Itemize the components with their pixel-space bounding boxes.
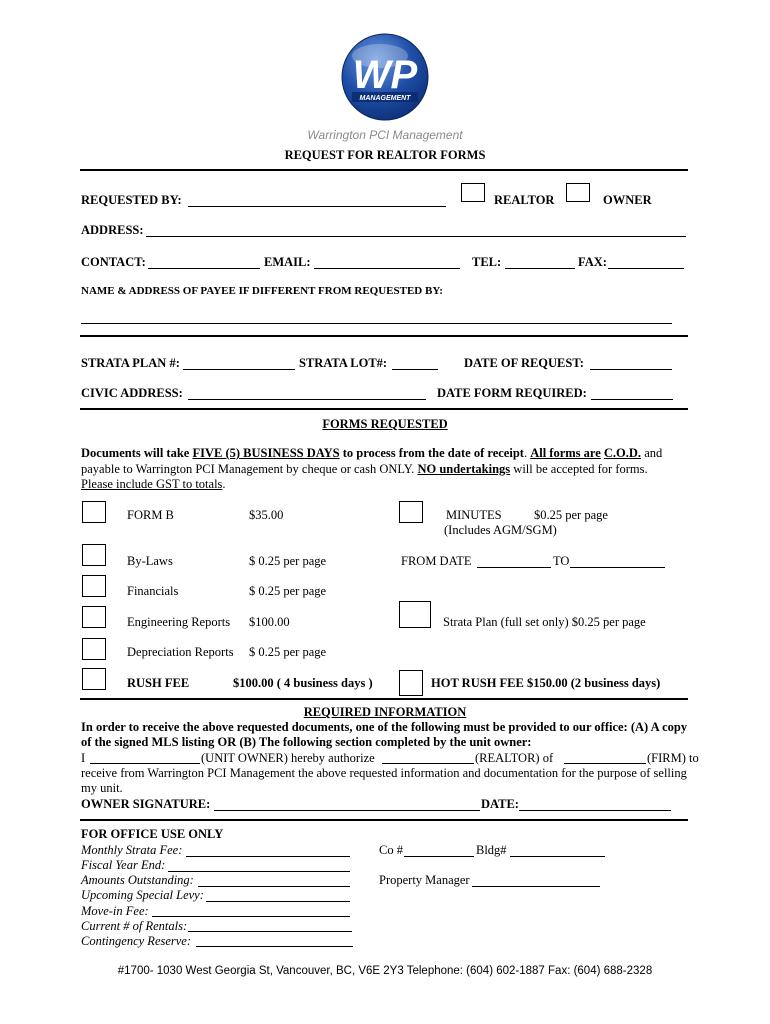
requested-by-field[interactable] xyxy=(188,206,446,207)
minutes-label: MINUTES xyxy=(446,508,502,522)
form-title: REQUEST FOR REALTOR FORMS xyxy=(284,148,486,162)
footer-contact: #1700- 1030 West Georgia St, Vancouver, BC, V6E 2Y3 Telephone: (604) 602-1887 Fax: (604) 688-2328 xyxy=(117,965,653,977)
co-field[interactable] xyxy=(404,856,474,857)
fax-field[interactable] xyxy=(608,268,684,269)
company-name: Warrington PCI Management xyxy=(307,128,463,142)
office-field-label: Upcoming Special Levy: xyxy=(81,888,204,902)
from-date-field[interactable] xyxy=(477,567,551,568)
from-date-label: FROM DATE xyxy=(401,554,472,568)
section-rule-4 xyxy=(80,819,688,821)
auth-unit-owner: (UNIT OWNER) hereby authorize xyxy=(201,751,375,765)
bylaws-price: $ 0.25 per page xyxy=(249,554,327,568)
date-form-required-field[interactable] xyxy=(591,399,673,400)
realtor-checkbox[interactable] xyxy=(461,183,485,202)
email-field[interactable] xyxy=(314,268,460,269)
contact-label: CONTACT: xyxy=(81,255,146,269)
office-field-label: Contingency Reserve: xyxy=(81,934,192,948)
to-label: TO xyxy=(553,554,570,568)
property-manager-label: Property Manager xyxy=(379,873,470,887)
date-of-request-label: DATE OF REQUEST: xyxy=(464,356,584,370)
auth-realtor: (REALTOR) of xyxy=(475,751,554,765)
bylaws-checkbox[interactable] xyxy=(82,544,106,566)
property-manager-field[interactable] xyxy=(472,886,600,887)
office-field-label: Current # of Rentals: xyxy=(81,919,188,933)
financials-price: $ 0.25 per page xyxy=(249,584,327,598)
logo-letters: WP xyxy=(352,53,418,97)
form-b-price: $35.00 xyxy=(249,508,284,522)
realtor-label: REALTOR xyxy=(494,193,555,207)
strata-plan-option-label: Strata Plan (full set only) $0.25 per page xyxy=(443,615,646,629)
engineering-price: $100.00 xyxy=(249,615,290,629)
section-rule-3 xyxy=(80,698,688,700)
firm-field[interactable] xyxy=(564,763,646,764)
auth-firm: (FIRM) to xyxy=(647,751,699,765)
engineering-checkbox[interactable] xyxy=(82,606,106,628)
depreciation-price: $ 0.25 per page xyxy=(249,645,327,659)
form-b-checkbox[interactable] xyxy=(82,501,106,523)
contingency-reserve-field[interactable] xyxy=(196,946,353,947)
financials-label: Financials xyxy=(127,584,179,598)
section-rule-2 xyxy=(80,408,688,410)
depreciation-checkbox[interactable] xyxy=(82,638,106,660)
fax-label: FAX: xyxy=(578,255,607,269)
email-label: EMAIL: xyxy=(264,255,311,269)
engineering-label: Engineering Reports xyxy=(127,615,231,629)
office-field-label: Move-in Fee: xyxy=(81,904,149,918)
bldg-field[interactable] xyxy=(510,856,605,857)
rush-fee-price: $100.00 ( 4 business days ) xyxy=(233,676,373,690)
unit-owner-field[interactable] xyxy=(90,763,200,764)
financials-checkbox[interactable] xyxy=(82,575,106,597)
section-rule-1 xyxy=(80,335,688,337)
title-rule xyxy=(80,169,688,171)
required-info-heading: REQUIRED INFORMATION xyxy=(303,705,467,719)
realtor-name-field[interactable] xyxy=(382,763,474,764)
date-of-request-field[interactable] xyxy=(590,369,672,370)
co-label: Co # xyxy=(379,843,403,857)
auth-rest: receive from Warrington PCI Management the above requested information and documentation for the purpose of selling my unit. xyxy=(81,766,687,795)
to-date-field[interactable] xyxy=(570,567,665,568)
office-field-label: Amounts Outstanding: xyxy=(81,873,194,887)
rentals-field[interactable] xyxy=(188,931,352,932)
civic-address-field[interactable] xyxy=(188,399,426,400)
forms-requested-heading: FORMS REQUESTED xyxy=(322,417,448,431)
bylaws-label: By-Laws xyxy=(127,554,173,568)
tel-field[interactable] xyxy=(505,268,575,269)
form-b-label: FORM B xyxy=(127,508,174,522)
rush-fee-label: RUSH FEE xyxy=(127,676,190,690)
amounts-outstanding-field[interactable] xyxy=(198,886,350,887)
office-use-heading: FOR OFFICE USE ONLY xyxy=(81,827,224,841)
date-form-required-label: DATE FORM REQUIRED: xyxy=(437,386,587,400)
payee-field[interactable] xyxy=(81,323,672,324)
monthly-strata-fee-field[interactable] xyxy=(186,856,350,857)
strata-lot-field[interactable] xyxy=(392,369,438,370)
office-field-label: Fiscal Year End: xyxy=(81,858,166,872)
signature-date-field[interactable] xyxy=(519,810,671,811)
strata-plan-checkbox[interactable] xyxy=(399,601,431,628)
minutes-price: $0.25 per page xyxy=(534,508,608,522)
hot-rush-checkbox[interactable] xyxy=(399,670,423,696)
civic-address-label: CIVIC ADDRESS: xyxy=(81,386,183,400)
date-label: DATE: xyxy=(481,797,519,811)
minutes-note: (Includes AGM/SGM) xyxy=(444,523,557,537)
hot-rush-label: HOT RUSH FEE $150.00 (2 business days) xyxy=(431,676,661,690)
contact-field[interactable] xyxy=(148,268,260,269)
owner-signature-label: OWNER SIGNATURE: xyxy=(81,797,211,811)
forms-note: Documents will take FIVE (5) BUSINESS DAYS to process from the date of receipt. All forms are C.O.D. and payable to Warrington PCI Management by cheque or cash ONLY. NO undertakings will be accepted for forms. Please include GST to totals. xyxy=(81,446,663,491)
logo-sub: MANAGEMENT xyxy=(359,95,411,102)
fiscal-year-end-field[interactable] xyxy=(168,871,350,872)
address-field[interactable] xyxy=(146,236,686,237)
rush-fee-checkbox[interactable] xyxy=(82,668,106,690)
owner-signature-field[interactable] xyxy=(214,810,480,811)
depreciation-label: Depreciation Reports xyxy=(127,645,234,659)
special-levy-field[interactable] xyxy=(206,901,350,902)
required-info-text: In order to receive the above requested documents, one of the following must be provided to our office: (A) A copy of the signed MLS listing OR (B) The following section completed by the unit owner: xyxy=(81,720,688,749)
logo-emblem-icon xyxy=(340,32,430,122)
strata-plan-label: STRATA PLAN #: xyxy=(81,356,180,370)
office-field-label: Monthly Strata Fee: xyxy=(81,843,183,857)
address-label: ADDRESS: xyxy=(81,223,144,237)
move-in-fee-field[interactable] xyxy=(152,916,350,917)
auth-i: I xyxy=(81,751,86,765)
tel-label: TEL: xyxy=(472,255,502,269)
owner-checkbox[interactable] xyxy=(566,183,590,202)
company-logo xyxy=(340,32,430,122)
strata-lot-label: STRATA LOT#: xyxy=(299,356,388,370)
minutes-checkbox[interactable] xyxy=(399,501,423,523)
bldg-label: Bldg# xyxy=(476,843,507,857)
owner-label: OWNER xyxy=(603,193,652,207)
requested-by-label: REQUESTED BY: xyxy=(81,193,182,207)
payee-label: NAME & ADDRESS OF PAYEE IF DIFFERENT FROM REQUESTED BY: xyxy=(81,285,443,297)
strata-plan-field[interactable] xyxy=(183,369,295,370)
